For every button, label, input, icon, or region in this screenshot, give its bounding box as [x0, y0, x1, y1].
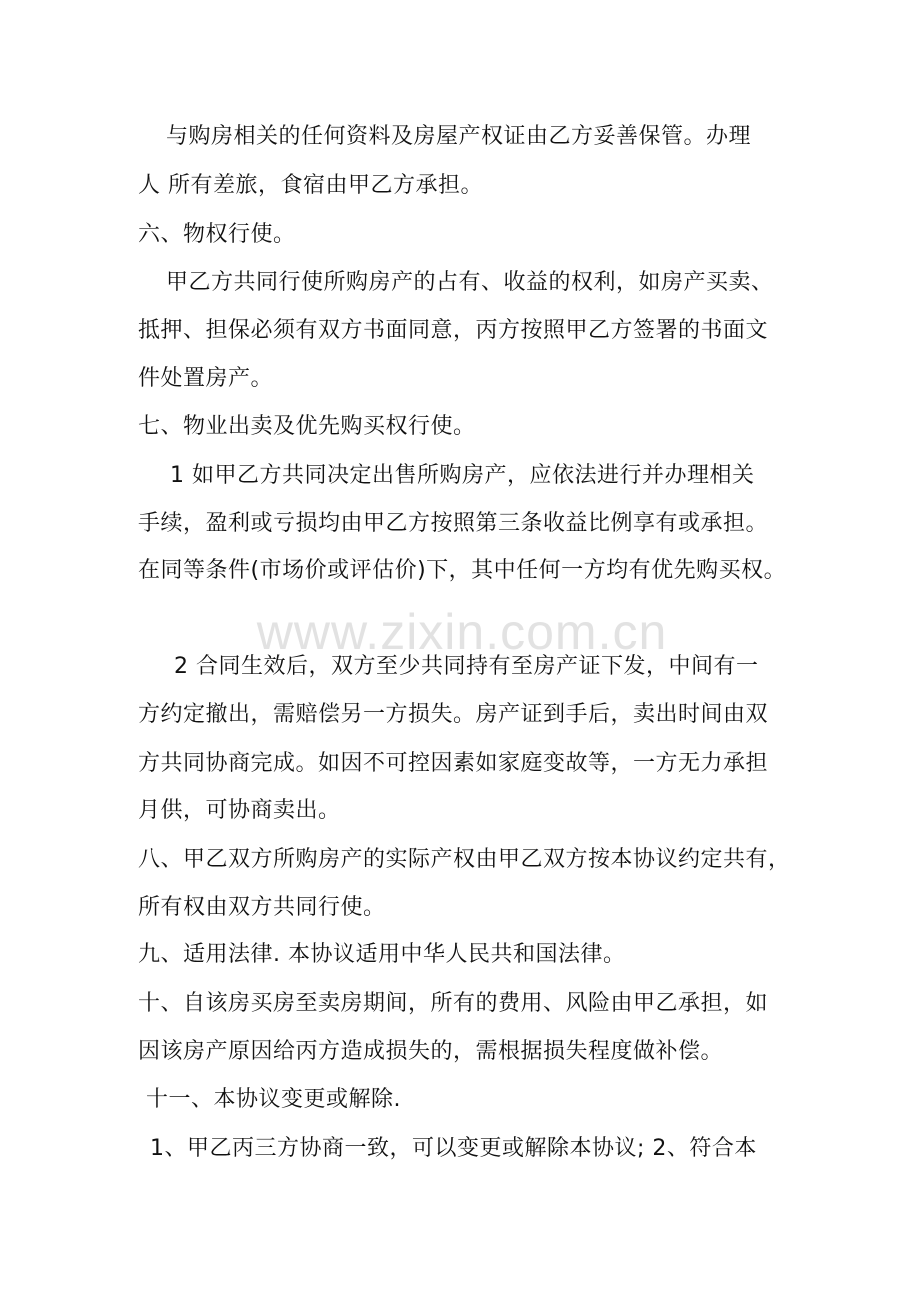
- section-heading: 十一、本协议变更或解除.: [146, 1087, 401, 1112]
- text-line: 抵押、担保必须有双方书面同意，丙方按照甲乙方签署的书面文: [138, 318, 769, 343]
- text-line: 方约定撤出，需赔偿另一方损失。房产证到手后，卖出时间由双: [138, 702, 769, 727]
- section-heading: 九、适用法律. 本协议适用中华人民共和国法律。: [138, 942, 626, 967]
- section-heading: 八、甲乙双方所购房产的实际产权由甲乙双方按本协议约定共有，: [138, 847, 791, 872]
- text-line: 件处置房产。: [138, 366, 274, 391]
- text-line: 在同等条件(市场价或评估价)下，其中任何一方均有优先购买权。: [138, 558, 787, 583]
- section-heading: 七、物业出卖及优先购买权行使。: [138, 414, 476, 439]
- section-heading: 十、自该房买房至卖房期间，所有的费用、风险由甲乙承担，如: [138, 991, 769, 1016]
- text-line: 甲乙方共同行使所购房产的占有、收益的权利，如房产买卖、: [166, 270, 774, 295]
- watermark: www.zixin.com.cn: [256, 604, 668, 660]
- text-line: 2 合同生效后，双方至少共同持有至房产证下发，中间有一: [174, 654, 759, 679]
- text-line: 因该房产原因给丙方造成损失的，需根据损失程度做补偿。: [138, 1039, 724, 1064]
- text-line: 与购房相关的任何资料及房屋产权证由乙方妥善保管。办理: [166, 124, 752, 149]
- text-line: 1 如甲乙方共同决定出售所购房产，应依法进行并办理相关: [170, 463, 755, 488]
- text-line: 手续，盈利或亏损均由甲乙方按照第三条收益比例享有或承担。: [138, 511, 769, 536]
- text-line: 人 所有差旅，食宿由甲乙方承担。: [138, 173, 483, 198]
- text-line: 方共同协商完成。如因不可控因素如家庭变故等，一方无力承担: [138, 751, 769, 776]
- text-line: 月供，可协商卖出。: [138, 798, 341, 823]
- section-heading: 六、物权行使。: [138, 222, 296, 247]
- text-line: 1、甲乙丙三方协商一致，可以变更或解除本协议; 2、符合本: [150, 1136, 757, 1161]
- text-line: 所有权由双方共同行使。: [138, 895, 386, 920]
